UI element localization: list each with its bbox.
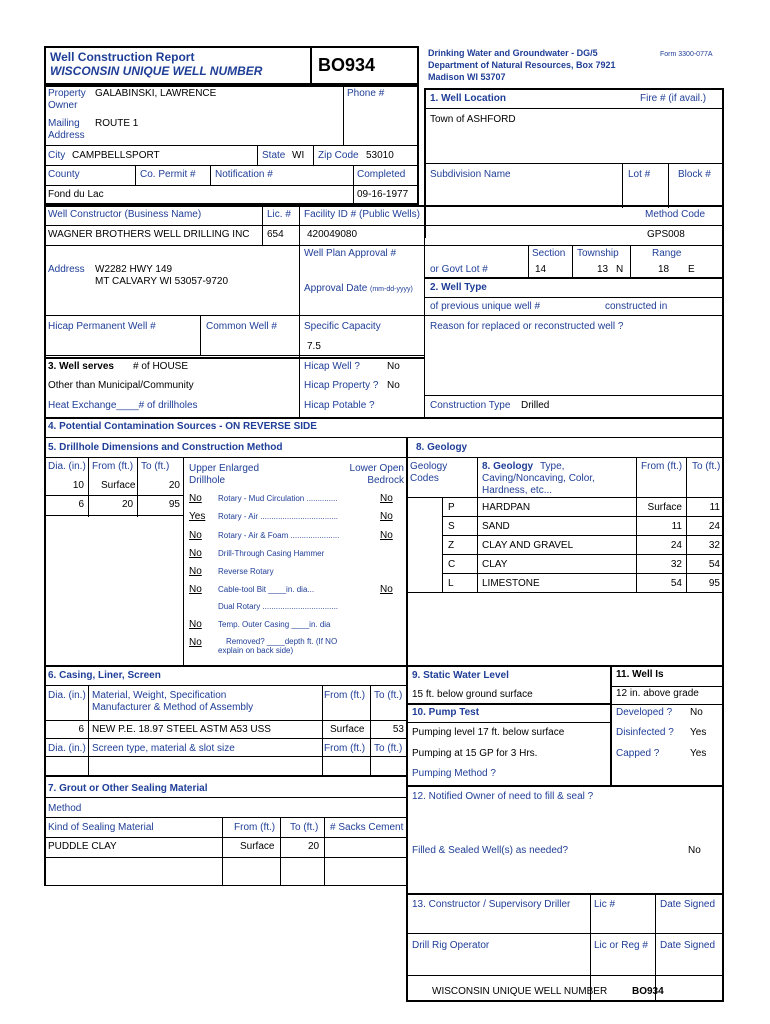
form-title: Well Construction Report <box>50 50 195 64</box>
lic-reg-label: Lic or Reg # <box>594 940 648 951</box>
zip-value[interactable]: 53010 <box>366 150 394 161</box>
date-signed-label: Date Signed <box>660 899 716 910</box>
specific-capacity-value[interactable]: 7.5 <box>307 341 321 352</box>
common-well-label: Common Well # <box>206 321 277 332</box>
divider <box>44 357 424 359</box>
divider <box>44 665 724 667</box>
constructor-business-label: Well Constructor (Business Name) <box>48 209 202 220</box>
divider <box>44 817 406 818</box>
geology-row-5-desc[interactable]: LIMESTONE <box>482 578 540 589</box>
divider <box>610 665 612 785</box>
divider <box>44 720 406 721</box>
divider <box>322 685 323 775</box>
grout-from-value[interactable]: Surface <box>240 841 275 852</box>
divider <box>44 315 724 316</box>
footer-label: WISCONSIN UNIQUE WELL NUMBER <box>432 986 608 997</box>
method-2-name: Rotary - Air ................................... <box>218 512 339 521</box>
property-owner-label: Property Owner <box>48 88 86 111</box>
grout-kind-value[interactable]: PUDDLE CLAY <box>48 841 117 852</box>
geology-row-3-from[interactable]: 24 <box>670 540 682 551</box>
facility-label: Facility ID # (Public Wells) <box>304 209 420 220</box>
method-8-name: Temp. Outer Casing ____in. dia <box>218 620 331 629</box>
casing-row-dia[interactable]: 6 <box>78 724 84 735</box>
divider <box>424 108 724 109</box>
agency-line-2: Department of Natural Resources, Box 7921 <box>428 60 616 70</box>
method-2-lower[interactable]: No <box>380 511 393 522</box>
geology-row-4-from[interactable]: 32 <box>670 559 682 570</box>
pumping-rate[interactable]: Pumping at 15 GP for 3 Hrs. <box>412 748 538 759</box>
grout-to-value[interactable]: 20 <box>308 841 320 852</box>
divider <box>406 893 724 895</box>
grout-sacks-header: # Sacks Cement <box>330 822 404 833</box>
divider <box>655 893 656 1000</box>
date-signed-2-label: Date Signed <box>660 940 716 951</box>
divider <box>630 245 631 277</box>
permit-label: Co. Permit # <box>140 169 196 180</box>
county-value[interactable]: Fond du Lac <box>48 189 104 200</box>
construction-type-label: Construction Type <box>430 400 511 411</box>
notified-owner-label: 12. Notified Owner of need to fill & seal ? <box>412 791 594 802</box>
divider <box>406 975 724 976</box>
lot-label: Lot # <box>628 169 651 180</box>
divider <box>324 817 325 885</box>
geology-row-2-code[interactable]: S <box>448 521 455 532</box>
geology-row-5-code[interactable]: L <box>448 578 454 589</box>
divider <box>313 145 314 165</box>
geology-title: 8. Geology <box>416 442 468 453</box>
geology-codes-label: Geology Codes <box>410 461 448 484</box>
divider <box>44 775 46 885</box>
filled-sealed-label: Filled & Sealed Well(s) as needed? <box>412 845 569 856</box>
house-label: # of HOUSE <box>133 361 189 372</box>
range-label: Range <box>652 248 682 259</box>
method-code-value[interactable]: GPS008 <box>647 229 685 240</box>
method-6-name: Cable-tool Bit ____in. dia... <box>218 585 315 594</box>
divider <box>200 315 201 355</box>
well-plan-approval-label: Well Plan Approval # <box>304 248 397 259</box>
divider <box>257 145 258 165</box>
construction-type-value[interactable]: Drilled <box>521 400 550 411</box>
fire-label: Fire # (if avail.) <box>640 93 707 104</box>
geology-row-2-to[interactable]: 24 <box>708 521 720 532</box>
divider <box>722 245 724 418</box>
method-1-lower[interactable]: No <box>380 493 393 504</box>
divider <box>44 225 424 226</box>
constructor-business-value[interactable]: WAGNER BROTHERS WELL DRILLING INC <box>48 229 250 240</box>
well-location-title: 1. Well Location <box>430 93 506 104</box>
screen-type-header: Screen type, material & slot size <box>92 743 235 754</box>
agency-line-1: Drinking Water and Groundwater - DG/5 <box>428 48 598 58</box>
divider <box>442 497 443 592</box>
divider <box>424 163 425 418</box>
grout-from-header: From (ft.) <box>234 822 276 833</box>
mailing-address-label: Mailing Address <box>48 118 85 141</box>
divider <box>88 457 89 517</box>
geology-row-4-to[interactable]: 54 <box>708 559 720 570</box>
geology-row-4-code[interactable]: C <box>448 559 456 570</box>
geology-type-desc-1: Caving/Noncaving, Color, <box>482 473 595 484</box>
geology-type-desc-2: Hardness, etc... <box>482 485 553 496</box>
divider <box>135 165 136 185</box>
other-than-municipal[interactable]: Other than Municipal/Community <box>48 380 194 391</box>
divider <box>424 395 724 396</box>
property-owner-value[interactable]: GALABINSKI, LAWRENCE <box>95 88 217 99</box>
removed-line-1: Removed? ____depth ft. (If NO <box>226 637 338 646</box>
method-8-upper[interactable]: No <box>189 619 202 630</box>
divider <box>44 797 406 798</box>
divider <box>44 857 406 858</box>
geology-type-title: 8. Geology <box>482 461 534 472</box>
casing-to-header: To (ft.) <box>374 690 403 701</box>
previous-well-label: of previous unique well # <box>430 301 541 312</box>
divider <box>280 817 281 885</box>
screen-dia-header: Dia. (in.) <box>48 743 86 754</box>
divider <box>406 933 724 934</box>
geology-row-2-from[interactable]: 11 <box>671 521 682 532</box>
geology-row-1-desc[interactable]: HARDPAN <box>482 502 531 513</box>
method-4-upper[interactable]: No <box>189 548 202 559</box>
method-5-upper[interactable]: No <box>189 566 202 577</box>
divider <box>528 245 529 277</box>
divider <box>222 817 223 885</box>
well-type-title: 2. Well Type <box>430 282 487 293</box>
screen-from-header: From (ft.) <box>324 743 366 754</box>
divider <box>722 417 724 665</box>
state-value[interactable]: WI <box>292 150 305 161</box>
divider <box>44 837 406 838</box>
method-3-upper[interactable]: No <box>189 530 202 541</box>
grout-kind-header: Kind of Sealing Material <box>48 822 154 833</box>
geology-row-1-from[interactable]: Surface <box>647 502 682 513</box>
filled-sealed-value[interactable]: No <box>688 845 701 856</box>
divider <box>353 165 354 205</box>
well-is-value[interactable]: 12 in. above grade <box>616 688 699 699</box>
divider <box>668 163 669 208</box>
divider <box>610 686 724 687</box>
range-value[interactable]: 18 <box>658 264 670 275</box>
divider <box>44 417 724 419</box>
casing-from-header: From (ft.) <box>324 690 366 701</box>
static-water-title: 9. Static Water Level <box>412 670 509 681</box>
pumping-method-label: Pumping Method ? <box>412 768 496 779</box>
method-code-label: Method Code <box>645 209 706 220</box>
township-value[interactable]: 13 <box>597 264 609 275</box>
method-1-name: Rotary - Mud Circulation .............. <box>218 494 338 503</box>
divider <box>44 457 724 458</box>
static-water-value[interactable]: 15 ft. below ground surface <box>412 689 533 700</box>
grout-to-header: To (ft.) <box>290 822 319 833</box>
method-6-upper[interactable]: No <box>189 584 202 595</box>
approval-date-label: Approval Date <box>304 283 368 294</box>
form-number: Form 3300-077A <box>660 51 713 58</box>
divider <box>44 495 184 496</box>
hicap-well-label: Hicap Well ? <box>304 361 360 372</box>
town-value[interactable]: Town of ASHFORD <box>430 114 516 125</box>
section-value[interactable]: 14 <box>535 264 547 275</box>
hicap-permanent-label: Hicap Permanent Well # <box>48 321 156 332</box>
divider <box>44 245 724 246</box>
divider <box>44 775 406 777</box>
divider <box>406 775 408 1000</box>
disinfected-label: Disinfected ? <box>616 727 674 738</box>
phone-label: Phone # <box>347 88 385 99</box>
method-3-lower[interactable]: No <box>380 530 393 541</box>
divider <box>622 163 623 208</box>
contamination-title: 4. Potential Contamination Sources - ON REVERSE SIDE <box>48 421 317 432</box>
casing-material-header-1: Material, Weight, Specification <box>92 690 227 701</box>
facility-value[interactable]: 420049080 <box>307 229 358 240</box>
pump-test-title: 10. Pump Test <box>412 707 480 718</box>
divider <box>44 245 46 418</box>
method-4-name: Drill-Through Casing Hammer <box>218 549 325 558</box>
hicap-potable-label: Hicap Potable ? <box>304 400 375 411</box>
method-2-upper[interactable]: Yes <box>189 511 206 522</box>
drillhole-row-2-dia[interactable]: 6 <box>78 499 84 510</box>
divider <box>424 297 724 298</box>
drillhole-title: 5. Drillhole Dimensions and Construction Method <box>48 442 283 453</box>
lower-open-label: Lower Open Bedrock <box>349 463 404 486</box>
divider <box>44 165 419 166</box>
geology-row-4-desc[interactable]: CLAY <box>482 559 508 570</box>
divider <box>406 722 610 723</box>
divider <box>424 225 724 226</box>
drillhole-from-header: From (ft.) <box>92 461 134 472</box>
divider <box>477 457 478 592</box>
divider <box>406 785 724 787</box>
drill-rig-operator-label: Drill Rig Operator <box>412 940 490 951</box>
geology-row-3-desc[interactable]: CLAY AND GRAVEL <box>482 540 574 551</box>
casing-material-header-2: Manufacturer & Method of Assembly <box>92 702 254 713</box>
divider <box>442 516 724 517</box>
divider <box>44 515 184 516</box>
drillhole-row-1-dia[interactable]: 10 <box>72 480 84 491</box>
removed-line-2: explain on back side) <box>218 646 294 655</box>
city-label: City <box>48 150 66 161</box>
agency-line-3: Madison WI 53707 <box>428 72 506 82</box>
casing-row-to[interactable]: 53 <box>392 724 404 735</box>
upper-enlarged-label: Upper Enlarged Drillhole <box>189 463 260 486</box>
reason-label: Reason for replaced or reconstructed well ? <box>430 321 624 332</box>
method-3-name: Rotary - Air & Foam ...................... <box>218 531 340 540</box>
address-label: Address <box>48 264 85 275</box>
constructed-in-label: constructed in <box>605 301 668 312</box>
casing-row-material[interactable]: NEW P.E. 18.97 STEEL ASTM A53 USS <box>92 724 271 735</box>
geology-row-2-desc[interactable]: SAND <box>482 521 510 532</box>
approval-date-format: (mm-dd-yyyy) <box>370 286 413 293</box>
capped-value[interactable]: Yes <box>690 748 707 759</box>
drillhole-row-2-from[interactable]: 20 <box>122 499 134 510</box>
geology-from-header: From (ft.) <box>641 461 683 472</box>
divider <box>183 457 184 665</box>
geology-row-5-from[interactable]: 54 <box>670 578 682 589</box>
subdivision-label: Subdivision Name <box>430 169 511 180</box>
state-label: State <box>262 150 286 161</box>
geology-row-3-to[interactable]: 32 <box>708 540 720 551</box>
grout-method-label: Method <box>48 803 82 814</box>
disinfected-value[interactable]: Yes <box>690 727 707 738</box>
lic-label: Lic. # <box>267 209 291 220</box>
divider <box>572 245 573 277</box>
well-is-title: 11. Well Is <box>616 669 664 680</box>
divider <box>610 704 724 705</box>
divider <box>44 185 419 186</box>
completed-label: Completed <box>357 169 406 180</box>
completed-value[interactable]: 09-16-1977 <box>357 189 409 200</box>
pumping-level[interactable]: Pumping level 17 ft. below surface <box>412 727 565 738</box>
divider <box>406 703 610 705</box>
address-line-1[interactable]: W2282 HWY 149 <box>95 264 173 275</box>
casing-row-from[interactable]: Surface <box>330 724 365 735</box>
divider <box>210 165 211 185</box>
divider <box>406 437 408 665</box>
removed-upper[interactable]: No <box>189 637 202 648</box>
township-label: Township <box>577 248 619 259</box>
method-1-upper[interactable]: No <box>189 493 202 504</box>
divider <box>44 738 406 739</box>
divider <box>137 457 138 517</box>
divider <box>44 355 424 356</box>
heat-exchange[interactable]: Heat Exchange____# of drillholes <box>48 400 198 411</box>
range-direction[interactable]: E <box>688 264 695 275</box>
drillhole-row-1-from[interactable]: Surface <box>101 480 136 491</box>
geology-row-1-to[interactable]: 11 <box>709 502 720 513</box>
developed-label: Developed ? <box>616 707 673 718</box>
county-label: County <box>48 169 80 180</box>
block-label: Block # <box>678 169 711 180</box>
divider <box>406 592 724 593</box>
divider <box>442 573 724 574</box>
method-6-lower[interactable]: No <box>380 584 393 595</box>
divider <box>310 46 312 85</box>
govt-lot-label: or Govt Lot # <box>430 264 488 275</box>
geology-to-header: To (ft.) <box>692 461 721 472</box>
casing-dia-header: Dia. (in.) <box>48 690 86 701</box>
divider <box>44 885 406 886</box>
divider <box>406 665 408 775</box>
drillhole-row-2-to[interactable]: 95 <box>168 499 180 510</box>
divider <box>406 497 724 498</box>
developed-value[interactable]: No <box>690 707 703 718</box>
zip-label: Zip Code <box>318 150 359 161</box>
divider <box>370 685 371 775</box>
specific-capacity-label: Specific Capacity <box>304 321 381 332</box>
divider <box>44 145 419 146</box>
divider <box>262 205 263 245</box>
divider <box>343 85 344 145</box>
drillhole-row-1-to[interactable]: 20 <box>168 480 180 491</box>
drillhole-to-header: To (ft.) <box>141 461 170 472</box>
divider <box>442 535 724 536</box>
divider <box>44 756 406 757</box>
divider <box>44 437 724 438</box>
divider <box>88 685 89 775</box>
method-7-name: Dual Rotary .................................. <box>218 602 339 611</box>
geology-row-5-to[interactable]: 95 <box>708 578 720 589</box>
footer-well-number: BO934 <box>632 986 664 997</box>
divider <box>299 205 300 417</box>
township-direction[interactable]: N <box>616 264 624 275</box>
divider <box>44 417 46 665</box>
geology-type-label: Type, <box>540 461 565 472</box>
divider <box>44 685 406 686</box>
divider <box>424 163 724 164</box>
divider <box>406 1000 724 1002</box>
mailing-address-value[interactable]: ROUTE 1 <box>95 118 139 129</box>
signature-lic-label: Lic # <box>594 899 616 910</box>
divider <box>424 277 724 279</box>
capped-label: Capped ? <box>616 748 660 759</box>
notification-label: Notification # <box>215 169 273 180</box>
constructor-signature-label: 13. Constructor / Supervisory Driller <box>412 899 571 910</box>
drillhole-dia-header: Dia. (in.) <box>48 461 86 472</box>
form-subtitle: WISCONSIN UNIQUE WELL NUMBER <box>50 64 263 78</box>
hicap-property-label: Hicap Property ? <box>304 380 379 391</box>
divider <box>590 893 591 1000</box>
grout-title: 7. Grout or Other Sealing Material <box>48 783 208 794</box>
hicap-property-value[interactable]: No <box>387 380 400 391</box>
city-value[interactable]: CAMPBELLSPORT <box>72 150 160 161</box>
address-line-2[interactable]: MT CALVARY WI 53057-9720 <box>95 276 229 287</box>
geology-row-3-code[interactable]: Z <box>448 540 455 551</box>
section-label: Section <box>532 248 566 259</box>
casing-title: 6. Casing, Liner, Screen <box>48 670 161 681</box>
method-5-name: Reverse Rotary <box>218 567 274 576</box>
well-serves-title: 3. Well serves <box>48 361 114 372</box>
screen-to-header: To (ft.) <box>374 743 403 754</box>
hicap-well-value[interactable]: No <box>387 361 400 372</box>
divider <box>722 665 724 785</box>
lic-value[interactable]: 654 <box>267 229 284 240</box>
divider <box>442 554 724 555</box>
well-number: BO934 <box>318 55 376 75</box>
geology-row-1-code[interactable]: P <box>448 502 455 513</box>
